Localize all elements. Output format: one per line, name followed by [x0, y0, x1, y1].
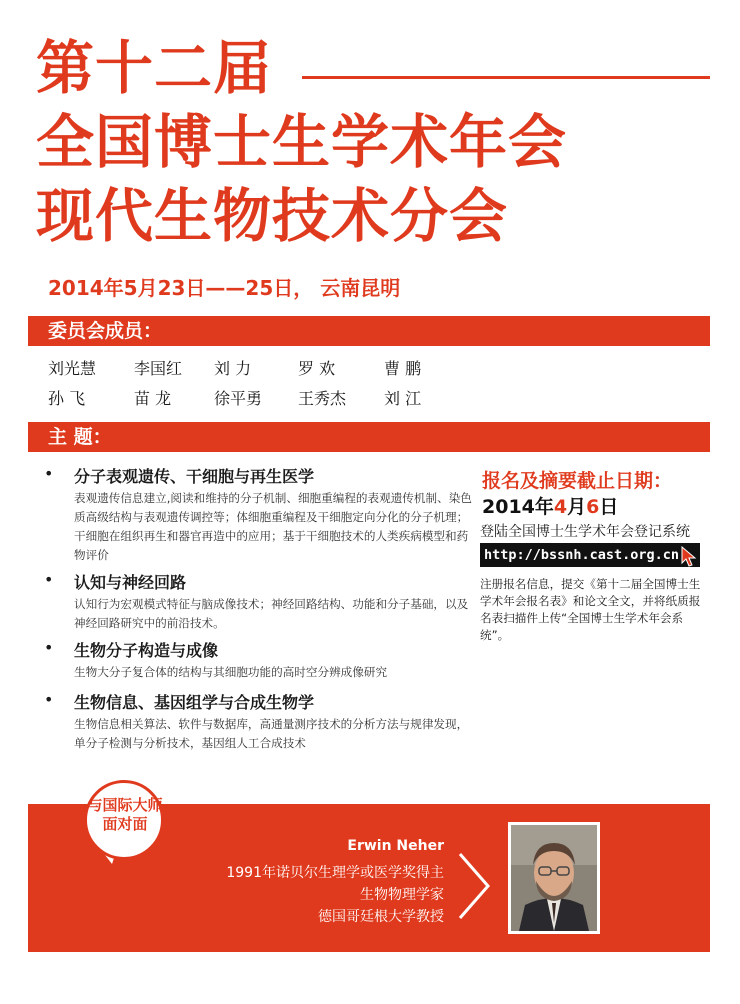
committee-member: 李国红: [134, 359, 183, 378]
committee-member: 曹 鹏: [384, 359, 422, 378]
title-line-2: 全国博士生学术年会: [36, 108, 568, 176]
chevron-right-icon: [456, 850, 492, 922]
registration-note: 注册报名信息，提交《第十二届全国博士生学术年会报名表》和论文全文，并将纸质报名表扫描件上传“全国博士生学术年会系统”。: [480, 577, 701, 642]
speaker-role: 生物物理学家: [360, 887, 444, 903]
topic-body: 表观遗传信息建立,阅读和维持的分子机制、细胞重编程的表观遗传机制、染色质高级结构与表观遗传调控等；体细胞重编程及干细胞定向分化的分子机理；干细胞在组织再生和器官再造中的应用；基于干细胞技术的人类疾病模型和药物评价: [74, 491, 472, 562]
committee-member: 王秀杰: [298, 389, 347, 408]
speaker-name: Erwin Neher: [347, 838, 444, 854]
topic-title: 生物分子构造与成像: [74, 641, 219, 660]
title-rule: [302, 76, 710, 79]
speaker-award: 1991年诺贝尔生理学或医学奖得主: [226, 865, 444, 881]
topic-body: 认知行为宏观模式特征与脑成像技术；神经回路结构、功能和分子基础，以及神经回路研究中的前沿技术。: [74, 597, 469, 630]
date-location: 2014年5月23日——25日， 云南昆明: [48, 276, 401, 300]
deadline-heading: 报名及摘要截止日期：: [482, 470, 673, 492]
registration-url-link[interactable]: http://bssnh.cast.org.cn: [480, 543, 700, 567]
bullet-icon: •: [44, 638, 54, 657]
committee-member: 罗 欢: [298, 359, 336, 378]
committee-member: 徐平勇: [214, 389, 263, 408]
deadline-date: 2014年4月6日: [482, 496, 619, 518]
committee-heading: 委员会成员：: [28, 316, 710, 346]
title-line-3: 现代生物技术分会: [36, 182, 509, 250]
topic-body: 生物信息相关算法、软件与数据库，高通量测序技术的分析方法与规律发现，单分子检测与分析技术，基因组人工合成技术: [74, 717, 469, 750]
committee-member: 苗 龙: [134, 389, 172, 408]
registration-system-label: 登陆全国博士生学术年会登记系统: [480, 524, 690, 540]
speaker-photo: [508, 822, 600, 934]
topic-title: 认知与神经回路: [74, 573, 187, 592]
committee-member: 刘 力: [214, 359, 252, 378]
title-line-1: 第十二届: [36, 34, 273, 102]
committee-member: 孙 飞: [48, 389, 86, 408]
cursor-icon: [680, 546, 700, 568]
bullet-icon: •: [44, 570, 54, 589]
bullet-icon: •: [44, 464, 54, 483]
speaker-affiliation: 德国哥廷根大学教授: [318, 909, 444, 925]
topics-heading: 主 题：: [28, 422, 710, 452]
bullet-icon: •: [44, 690, 54, 709]
committee-member: 刘光慧: [48, 359, 97, 378]
topic-title: 生物信息、基因组学与合成生物学: [74, 693, 315, 712]
speech-bubble-text: 与国际大师 面对面: [87, 796, 163, 833]
committee-member: 刘 江: [384, 389, 422, 408]
topic-body: 生物大分子复合体的结构与其细胞功能的高时空分辨成像研究: [74, 665, 388, 679]
topic-title: 分子表观遗传、干细胞与再生医学: [74, 467, 315, 486]
